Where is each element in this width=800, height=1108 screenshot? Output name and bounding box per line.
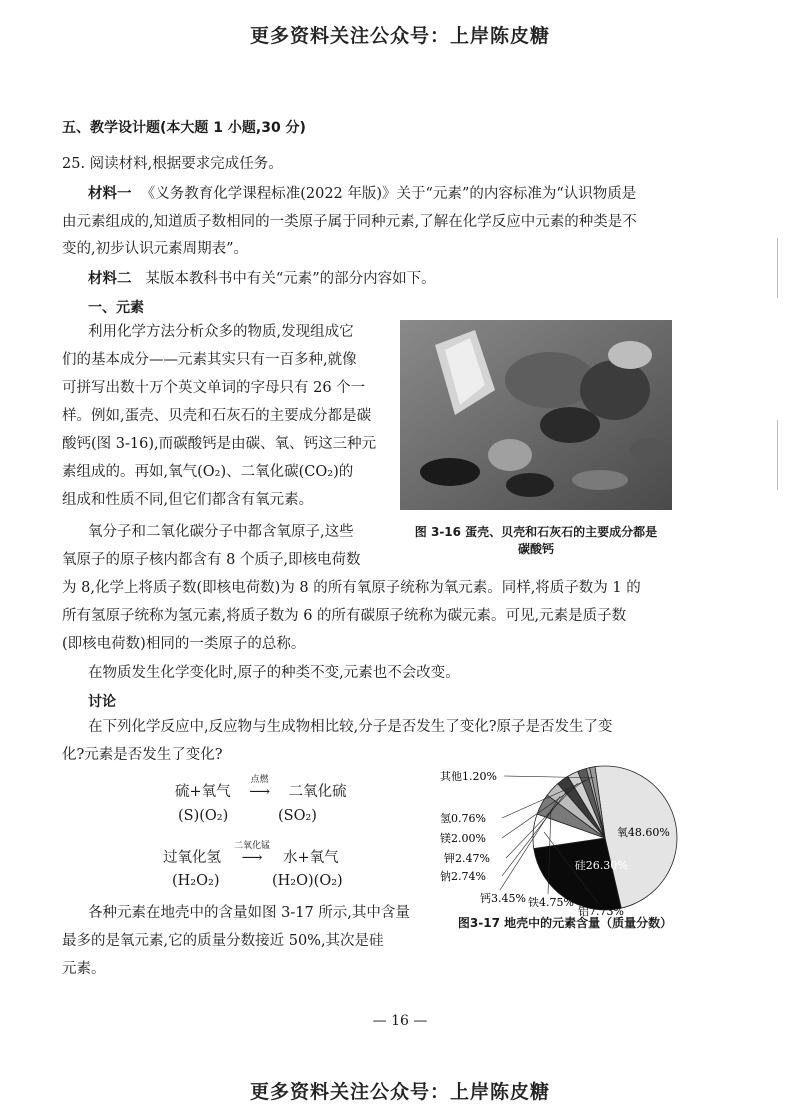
reaction2-formula-right: (H₂O)(O₂) <box>272 873 343 889</box>
figure-3-17-caption: 图3-17 地壳中的元素含量（质量分数） <box>457 916 673 930</box>
para1-line: 素组成的。再如,氧气(O₂)、二氧化碳(CO₂)的 <box>62 464 354 480</box>
discussion-line: 化?元素是否发生了变化? <box>62 747 223 763</box>
para1-line: 组成和性质不同,但它们都含有氧元素。 <box>62 492 314 508</box>
top-banner: 更多资料关注公众号：上岸陈皮糖 <box>249 25 550 47</box>
scan-mark <box>777 420 778 490</box>
material2-line: 材料二 某版本教科书中有关“元素”的部分内容如下。 <box>88 271 436 287</box>
material2-label: 材料二 <box>88 271 132 287</box>
para1-line: 样。例如,蛋壳、贝壳和石灰石的主要成分都是碳 <box>62 408 372 424</box>
figure-3-16-caption: 图 3-16 蛋壳、贝壳和石灰石的主要成分都是 碳酸钙 <box>414 525 658 556</box>
para4-line: 各种元素在地壳中的含量如图 3-17 所示,其中含量 <box>88 905 410 921</box>
discussion-line: 在下列化学反应中,反应物与生成物相比较,分子是否发生了变化?原子是否发生了变 <box>88 719 613 735</box>
reaction1-equation: 硫+氧气 点燃 ⟶ 二氧化硫 <box>175 775 347 800</box>
bottom-banner: 更多资料关注公众号：上岸陈皮糖 <box>249 1081 550 1103</box>
page-number: — 16 — <box>372 1013 428 1029</box>
material1-line2: 由元素组成的,知道质子数相同的一类原子属于同种元素,了解在化学反应中元素的种类是不 <box>62 214 637 230</box>
subheading-discussion: 讨论 <box>88 694 116 710</box>
reaction1-formula-left: (S)(O₂) <box>178 808 229 824</box>
para2-line: 所有氢原子统称为氢元素,将质子数为 6 的所有碳原子统称为碳元素。可见,元素是质子数 <box>62 608 627 624</box>
figure-3-17-pie-chart <box>440 760 690 920</box>
reaction2-formula-left: (H₂O₂) <box>172 873 220 889</box>
pie-label-铝: 铝7.73% <box>578 905 624 918</box>
reaction2-equation: 过氧化氢 二氧化锰 ⟶ 水+氧气 <box>163 841 339 866</box>
pie-label-其他: 其他1.20% <box>440 770 497 783</box>
para2-line: 为 8,化学上将质子数(即核电荷数)为 8 的所有氧原子统称为氧元素。同样,将质子数为 1 的 <box>62 580 641 596</box>
pie-label-硅: 硅26.30% <box>574 858 628 872</box>
para3: 在物质发生化学变化时,原子的种类不变,元素也不会改变。 <box>88 665 460 681</box>
para1-line: 利用化学方法分析众多的物质,发现组成它 <box>88 324 354 340</box>
reaction2-arrow: 二氧化锰 ⟶ <box>233 841 270 866</box>
para4-line: 最多的是氧元素,它的质量分数接近 50%,其次是硅 <box>62 933 384 949</box>
pie-label-镁: 镁2.00% <box>440 832 486 845</box>
reaction1-formula-right: (SO₂) <box>278 808 317 824</box>
pie-label-钾: 钾2.47% <box>444 852 490 865</box>
subheading-elements: 一、元素 <box>88 300 144 316</box>
para4-line: 元素。 <box>62 961 106 977</box>
material1-line1: 材料一 《义务教育化学课程标准(2022 年版)》关于“元素”的内容标准为“认识物质是 <box>88 186 637 202</box>
para1-line: 可拼写出数十万个英文单词的字母只有 26 个一 <box>62 380 366 396</box>
section-heading: 五、教学设计题(本大题 1 小题,30 分) <box>62 120 306 136</box>
material1-line3: 变的,初步认识元素周期表”。 <box>62 241 249 257</box>
pie-label-钙: 钙3.45% <box>480 892 526 905</box>
scan-mark <box>777 238 778 298</box>
para2-line: (即核电荷数)相同的一类原子的总称。 <box>62 636 306 652</box>
para1-line: 酸钙(图 3-16),而碳酸钙是由碳、氧、钙这三种元 <box>62 436 377 452</box>
question-stem: 25. 阅读材料,根据要求完成任务。 <box>62 156 283 172</box>
material1-label: 材料一 <box>88 186 132 202</box>
pie-label-钠: 钠2.74% <box>440 870 486 883</box>
para1-line: 们的基本成分——元素其实只有一百多种,就像 <box>62 352 357 368</box>
figure-3-16-photo <box>400 320 672 510</box>
reaction1-arrow: 点燃 ⟶ <box>249 775 271 800</box>
pie-label-氢: 氢0.76% <box>440 812 486 825</box>
para2-line: 氧原子的原子核内都含有 8 个质子,即核电荷数 <box>62 552 361 568</box>
eggshell-seashell-limestone-illustration <box>400 320 672 510</box>
pie-label-氧: 氧48.60% <box>616 826 670 840</box>
pie-label-铁: 铁4.75% <box>528 896 574 909</box>
para2-line: 氧分子和二氧化碳分子中都含氧原子,这些 <box>88 524 354 540</box>
